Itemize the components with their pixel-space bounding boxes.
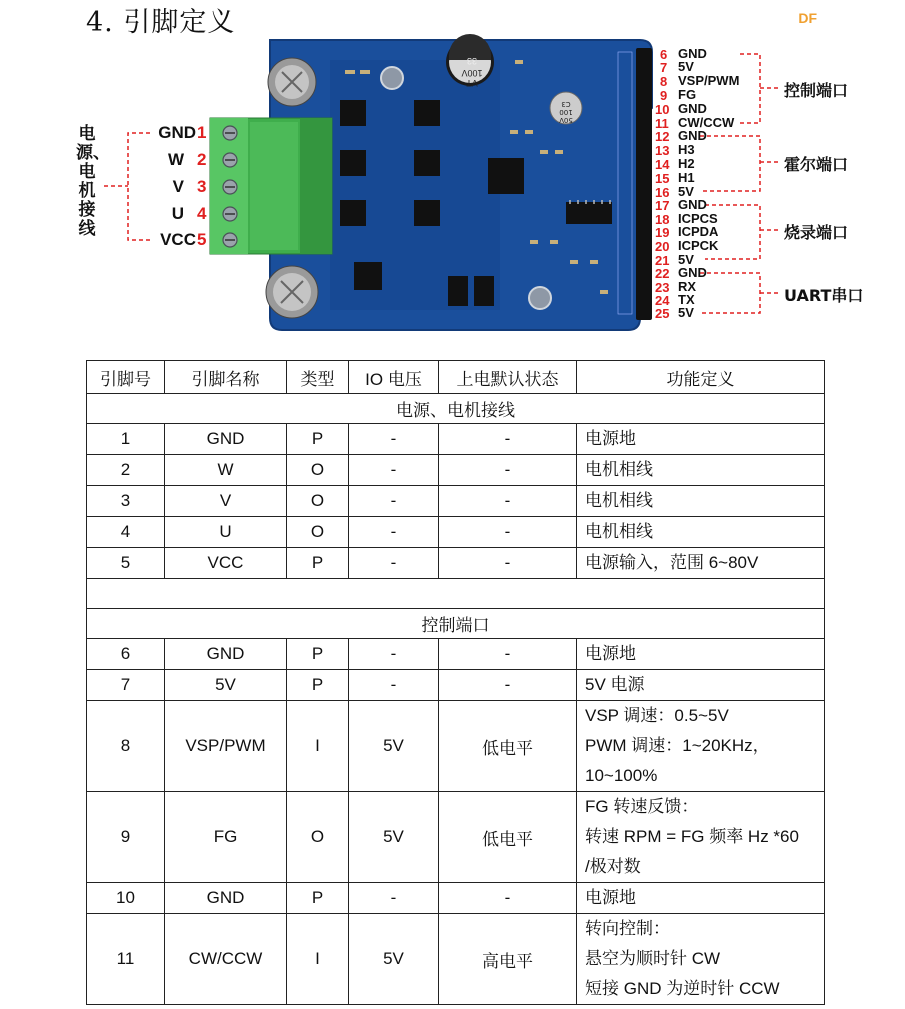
cell-default-state: - xyxy=(439,486,577,517)
cell-pin-no: 1 xyxy=(87,424,165,455)
cell-function: 5V 电源 xyxy=(577,670,825,701)
left-pin-num-4: 4 xyxy=(197,204,207,223)
function-line: 转向控制： xyxy=(585,919,670,938)
table-row xyxy=(87,670,825,701)
function-line: /极对数 xyxy=(585,857,641,876)
table-row xyxy=(87,455,825,486)
table-row xyxy=(87,486,825,517)
right-pin-num-22: 22 xyxy=(655,266,670,281)
pin-header xyxy=(636,48,652,320)
function-line: 短接 GND 为逆时针 CCW xyxy=(585,979,780,998)
right-pin-name-6: GND xyxy=(678,46,707,61)
cell-default-state: - xyxy=(439,883,577,914)
cell-function xyxy=(577,792,825,883)
right-pin-name-9: FG xyxy=(678,87,697,102)
cell-type: O xyxy=(287,792,349,883)
cell-function: 电源地 xyxy=(577,424,825,455)
left-pin-name-1: GND xyxy=(158,123,196,142)
ic-chip xyxy=(566,200,612,224)
header-pin-name: 引脚名称 xyxy=(165,361,287,394)
cell-pin-no: 4 xyxy=(87,517,165,548)
cell-type: P xyxy=(287,639,349,670)
right-pin-num-6: 6 xyxy=(660,47,668,62)
right-pin-name-13: H3 xyxy=(678,142,695,157)
cell-type: P xyxy=(287,424,349,455)
cell-pin-name: U xyxy=(165,517,287,548)
cell-io-voltage: - xyxy=(349,639,439,670)
section-title-power: 电源、电机接线 xyxy=(87,394,825,424)
right-pin-num-12: 12 xyxy=(655,129,670,144)
right-pin-name-11: CW/CCW xyxy=(678,115,735,130)
header-io-voltage: IO 电压 xyxy=(349,361,439,394)
cell-io-voltage: - xyxy=(349,670,439,701)
right-pin-name-20: ICPCK xyxy=(678,238,719,253)
function-line: VSP 调速：0.5~5V xyxy=(585,706,729,725)
cell-function: 电源地 xyxy=(577,639,825,670)
function-line: FG 转速反馈： xyxy=(585,797,699,816)
left-pin-name-3: V xyxy=(172,177,184,196)
watermark-logo: DF xyxy=(798,10,817,26)
section-row xyxy=(87,609,825,639)
cell-pin-name: VSP/PWM xyxy=(165,701,287,792)
function-line: PWM 调速：1~20KHz， xyxy=(585,736,770,755)
cell-default-state: - xyxy=(439,517,577,548)
left-pin-name-4: U xyxy=(171,204,184,223)
cell-default-state: - xyxy=(439,639,577,670)
left-pin-name-5: VCC xyxy=(160,230,196,249)
right-pin-name-25: 5V xyxy=(678,305,694,320)
function-line: 10~100% xyxy=(585,766,658,785)
cell-default-state: 低电平 xyxy=(439,792,577,883)
capacitor-top-text-3: VT xyxy=(466,78,478,88)
right-pin-name-16: 5V xyxy=(678,184,694,199)
cell-io-voltage: - xyxy=(349,424,439,455)
cell-pin-no: 5 xyxy=(87,548,165,579)
cell-default-state: - xyxy=(439,455,577,486)
left-bracket xyxy=(104,133,150,240)
right-pin-name-15: H1 xyxy=(678,170,695,185)
terminal-block xyxy=(210,118,332,254)
function-line: 悬空为顺时针 CW xyxy=(585,949,721,968)
cell-type: I xyxy=(287,914,349,1005)
right-pin-num-9: 9 xyxy=(660,88,668,103)
capacitor-small-text-1: C3 xyxy=(561,100,571,108)
table-row xyxy=(87,517,825,548)
table-row xyxy=(87,639,825,670)
cell-io-voltage: 5V xyxy=(349,914,439,1005)
right-pin-num-16: 16 xyxy=(655,185,670,200)
cell-io-voltage: - xyxy=(349,883,439,914)
cell-pin-no: 8 xyxy=(87,701,165,792)
cell-io-voltage: - xyxy=(349,517,439,548)
header-type: 类型 xyxy=(287,361,349,394)
right-pin-name-10: GND xyxy=(678,101,707,116)
cell-type: O xyxy=(287,517,349,548)
left-pin-num-2: 2 xyxy=(197,150,207,169)
cell-type: P xyxy=(287,548,349,579)
table-row xyxy=(87,792,825,883)
right-pin-num-20: 20 xyxy=(655,239,670,254)
right-pin-num-24: 24 xyxy=(655,293,670,308)
table-header-row xyxy=(87,361,825,394)
cell-pin-name: FG xyxy=(165,792,287,883)
table-row xyxy=(87,701,825,792)
right-pin-name-8: VSP/PWM xyxy=(678,73,740,88)
cell-pin-name: CW/CCW xyxy=(165,914,287,1005)
right-pin-num-15: 15 xyxy=(655,171,670,186)
capacitor-top-text-2: 100V xyxy=(461,68,483,78)
cell-pin-name: VCC xyxy=(165,548,287,579)
cell-pin-no: 10 xyxy=(87,883,165,914)
group-label-control: 控制端口 xyxy=(784,81,849,100)
cell-function xyxy=(577,701,825,792)
board-diagram xyxy=(0,0,905,345)
left-pin-num-5: 5 xyxy=(197,230,207,249)
cell-type: P xyxy=(287,883,349,914)
left-pin-num-1: 1 xyxy=(197,123,207,142)
cell-pin-name: V xyxy=(165,486,287,517)
table-row xyxy=(87,914,825,1005)
mcu-chip xyxy=(488,158,524,194)
capacitor-left-top xyxy=(268,58,316,106)
cell-io-voltage: - xyxy=(349,548,439,579)
right-pin-num-21: 21 xyxy=(655,253,670,268)
cell-type: I xyxy=(287,701,349,792)
cell-function: 电源地 xyxy=(577,883,825,914)
left-pin-name-2: W xyxy=(167,150,184,169)
group-label-flash: 烧录端口 xyxy=(784,223,849,242)
right-pin-name-21: 5V xyxy=(678,252,694,267)
blank-row xyxy=(87,579,825,609)
left-pin-num-3: 3 xyxy=(197,177,207,196)
pin-definition-table xyxy=(86,360,825,1005)
cell-pin-no: 6 xyxy=(87,639,165,670)
function-line: 转速 RPM = FG 频率 Hz *60 xyxy=(585,827,799,846)
right-pin-num-18: 18 xyxy=(655,212,670,227)
right-pin-num-11: 11 xyxy=(655,116,669,131)
cell-pin-name: W xyxy=(165,455,287,486)
cell-io-voltage: 5V xyxy=(349,701,439,792)
cell-type: O xyxy=(287,486,349,517)
right-pin-num-17: 17 xyxy=(655,198,670,213)
capacitor-small-text-3: 50V xyxy=(559,116,573,124)
group-label-hall: 霍尔端口 xyxy=(784,155,849,174)
mount-pad-1 xyxy=(381,67,403,89)
cell-io-voltage: 5V xyxy=(349,792,439,883)
right-pin-name-24: TX xyxy=(678,292,695,307)
right-pin-name-12: GND xyxy=(678,128,707,143)
capacitor-left-bottom xyxy=(266,266,318,318)
cell-pin-no: 3 xyxy=(87,486,165,517)
capacitor-small xyxy=(550,92,582,124)
right-pin-name-14: H2 xyxy=(678,156,695,171)
cell-default-state: 低电平 xyxy=(439,701,577,792)
cell-pin-name: GND xyxy=(165,883,287,914)
cell-pin-name: 5V xyxy=(165,670,287,701)
cell-io-voltage: - xyxy=(349,486,439,517)
cell-default-state: - xyxy=(439,424,577,455)
cell-pin-no: 7 xyxy=(87,670,165,701)
table-row xyxy=(87,424,825,455)
mount-pad-2 xyxy=(529,287,551,309)
right-pin-num-8: 8 xyxy=(660,74,668,89)
right-pin-name-22: GND xyxy=(678,265,707,280)
cell-pin-name: GND xyxy=(165,639,287,670)
right-pin-num-19: 19 xyxy=(655,225,670,240)
left-group-label: 电源、电机接线 xyxy=(76,124,110,239)
cell-function: 电机相线 xyxy=(577,486,825,517)
right-pin-name-17: GND xyxy=(678,197,707,212)
right-brackets xyxy=(700,54,780,313)
table-row xyxy=(87,883,825,914)
cell-function: 电源输入，范围 6~80V xyxy=(577,548,825,579)
right-pin-num-23: 23 xyxy=(655,280,670,295)
cell-default-state: - xyxy=(439,548,577,579)
section-title-control: 控制端口 xyxy=(87,609,825,639)
cell-function: 电机相线 xyxy=(577,455,825,486)
cell-pin-name: GND xyxy=(165,424,287,455)
right-pin-name-7: 5V xyxy=(678,59,694,74)
table-row xyxy=(87,548,825,579)
right-pin-num-7: 7 xyxy=(660,60,668,75)
cell-pin-no: 11 xyxy=(87,914,165,1005)
cell-default-state: - xyxy=(439,670,577,701)
right-pin-name-19: ICPDA xyxy=(678,224,719,239)
header-default-state: 上电默认状态 xyxy=(439,361,577,394)
cell-type: P xyxy=(287,670,349,701)
right-pin-name-23: RX xyxy=(678,279,697,294)
cell-pin-no: 2 xyxy=(87,455,165,486)
cell-default-state: 高电平 xyxy=(439,914,577,1005)
header-pin-no: 引脚号 xyxy=(87,361,165,394)
cell-io-voltage: - xyxy=(349,455,439,486)
capacitor-top-text-1: 33 xyxy=(466,56,478,66)
group-label-uart: UART串口 xyxy=(784,286,864,305)
blank-cell xyxy=(87,579,825,609)
header-function: 功能定义 xyxy=(577,361,825,394)
cell-type: O xyxy=(287,455,349,486)
right-pin-num-14: 14 xyxy=(655,157,670,172)
section-row xyxy=(87,394,825,424)
cell-function xyxy=(577,914,825,1005)
page-heading: 4. 引脚定义 xyxy=(86,7,236,38)
cell-function: 电机相线 xyxy=(577,517,825,548)
cell-pin-no: 9 xyxy=(87,792,165,883)
right-pin-num-13: 13 xyxy=(655,143,670,158)
right-pin-num-25: 25 xyxy=(655,306,670,321)
capacitor-small-text-2: 100 xyxy=(559,108,573,116)
right-pin-name-18: ICPCS xyxy=(678,211,718,226)
right-pin-num-10: 10 xyxy=(655,102,670,117)
